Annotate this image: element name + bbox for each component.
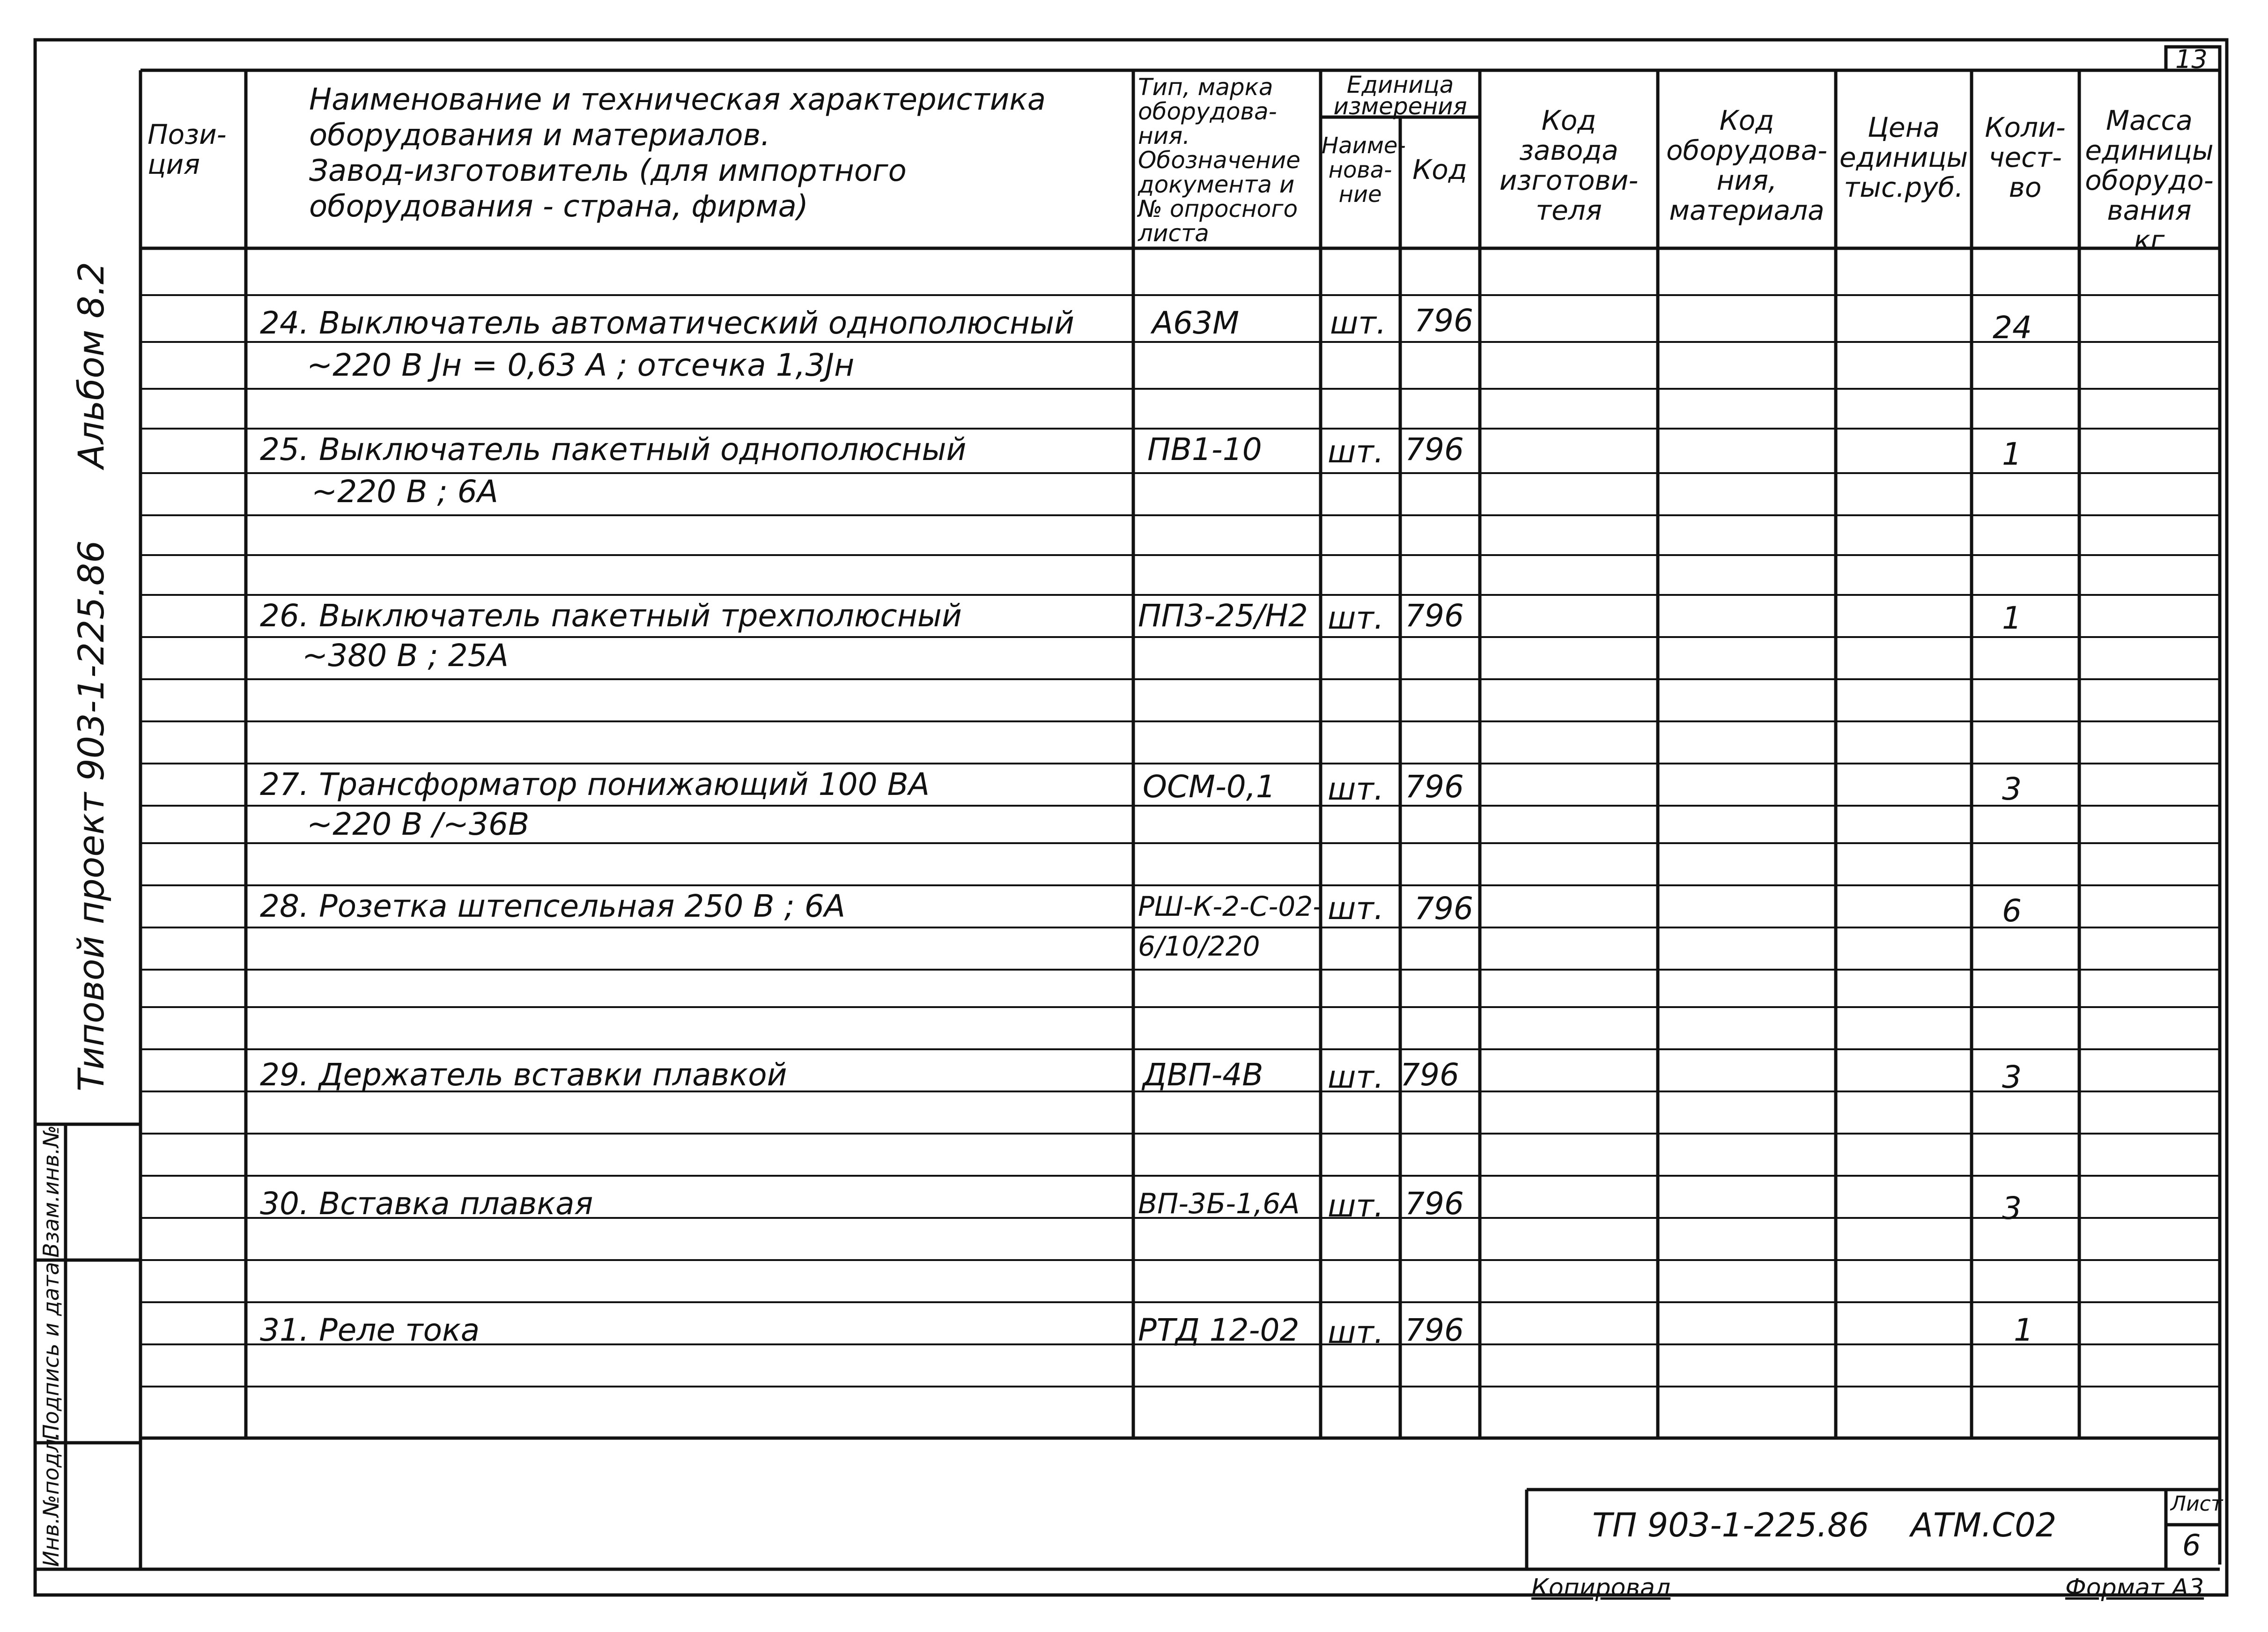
header-unit-code: Код: [1412, 154, 1467, 185]
footer-format: Формат А3: [2065, 1574, 2204, 1602]
row-24-unit: шт.: [1330, 305, 1386, 341]
row-25-code: 796: [1405, 431, 1464, 467]
row-28-type: РШ-К-2-С-02-: [1138, 890, 1323, 922]
stamp-replaces-inv: Взам.инв.№: [38, 1125, 64, 1258]
row-26-type: ПП3-25/Н2: [1138, 598, 1308, 634]
row-24-type: А63М: [1152, 305, 1240, 341]
header-name: Наименование и техническая характеристика оборудования и материалов. Завод-изготовитель (для импортного оборудования - страна, фирма): [309, 82, 1046, 224]
row-25-name: 25. Выключатель пакетный однополюсный: [260, 431, 967, 467]
row-30-type: ВП-3Б-1,6А: [1138, 1187, 1300, 1220]
row-27-qty: 3: [2002, 771, 2022, 807]
row-25-sub: ~220 В ; 6А: [311, 474, 498, 510]
row-24-qty: 24: [1993, 310, 2032, 346]
row-27-type: ОСМ-0,1: [1143, 769, 1276, 805]
row-26-code: 796: [1405, 598, 1464, 634]
row-25-unit: шт.: [1328, 434, 1384, 470]
row-27-unit: шт.: [1328, 771, 1384, 807]
header-type: Тип, марка оборудова- ния. Обозначение документа и № опросного листа: [1138, 74, 1300, 247]
row-31-unit: шт.: [1328, 1314, 1384, 1350]
row-29-qty: 3: [2002, 1059, 2022, 1095]
title-doc-number: ТП 903-1-225.86: [1592, 1506, 1869, 1544]
header-quantity: Коли- чест- во: [1985, 111, 2066, 203]
header-position: Пози- ция: [148, 119, 227, 180]
row-26-qty: 1: [2002, 600, 2022, 636]
row-31-code: 796: [1405, 1312, 1464, 1348]
row-30-qty: 3: [2002, 1190, 2022, 1226]
row-25-type: ПВ1-10: [1147, 431, 1262, 467]
row-29-unit: шт.: [1328, 1059, 1384, 1095]
row-27-code: 796: [1405, 769, 1464, 805]
row-24-code: 796: [1414, 303, 1473, 339]
row-31-name: 31. Реле тока: [260, 1312, 480, 1348]
header-mass: Масса единицы оборудо- вания кг: [2085, 104, 2214, 256]
row-29-type: ДВП-4В: [1143, 1057, 1263, 1093]
row-26-sub: ~380 В ; 25А: [302, 638, 509, 674]
stamp-inv-original: Инв.№подл.: [38, 1432, 64, 1567]
row-30-unit: шт.: [1328, 1188, 1384, 1224]
row-29-code: 796: [1400, 1057, 1459, 1093]
header-unit-group: Единица измерения: [1333, 71, 1467, 120]
row-30-code: 796: [1405, 1186, 1464, 1222]
row-25-qty: 1: [2002, 436, 2022, 472]
row-24-name: 24. Выключатель автоматический однополюсный: [260, 305, 1075, 341]
header-unit-name: Наиме- нова- ние: [1322, 133, 1406, 208]
row-26-unit: шт.: [1328, 600, 1384, 636]
row-27-sub: ~220 В /~36В: [307, 806, 530, 842]
row-28-code: 796: [1414, 890, 1473, 927]
header-price: Цена единицы тыс.руб.: [1839, 111, 1968, 203]
album-label: Альбом 8.2: [70, 261, 112, 468]
project-label: Типовой проект 903-1-225.86: [70, 540, 112, 1091]
row-27-name: 27. Трансформатор понижающий 100 ВА: [260, 766, 930, 802]
title-sheet-number: 6: [2182, 1528, 2201, 1562]
row-31-qty: 1: [2014, 1312, 2033, 1348]
row-26-name: 26. Выключатель пакетный трехполюсный: [260, 598, 962, 634]
row-28-name: 28. Розетка штепсельная 250 В ; 6А: [260, 888, 845, 924]
title-sheet-label: Лист: [2171, 1492, 2223, 1516]
stamp-signature-date: Подпись и дата: [38, 1261, 64, 1440]
row-31-type: РТД 12-02: [1138, 1312, 1300, 1348]
footer-copied: Копировал: [1531, 1574, 1671, 1602]
header-equipment-code: Код оборудова- ния, материала: [1666, 104, 1828, 226]
row-28-type-line2: 6/10/220: [1138, 930, 1260, 962]
header-factory-code: Код завода изготови- теля: [1499, 104, 1639, 226]
row-30-name: 30. Вставка плавкая: [260, 1186, 593, 1222]
row-28-qty: 6: [2002, 893, 2022, 929]
row-28-unit: шт.: [1328, 890, 1384, 927]
row-24-sub: ~220 В Jн = 0,63 А ; отсечка 1,3Jн: [307, 347, 855, 383]
row-29-name: 29. Держатель вставки плавкой: [260, 1057, 787, 1093]
sheet-mark: 13: [2175, 45, 2208, 74]
title-doc-code: АТМ.С02: [1911, 1506, 2057, 1544]
